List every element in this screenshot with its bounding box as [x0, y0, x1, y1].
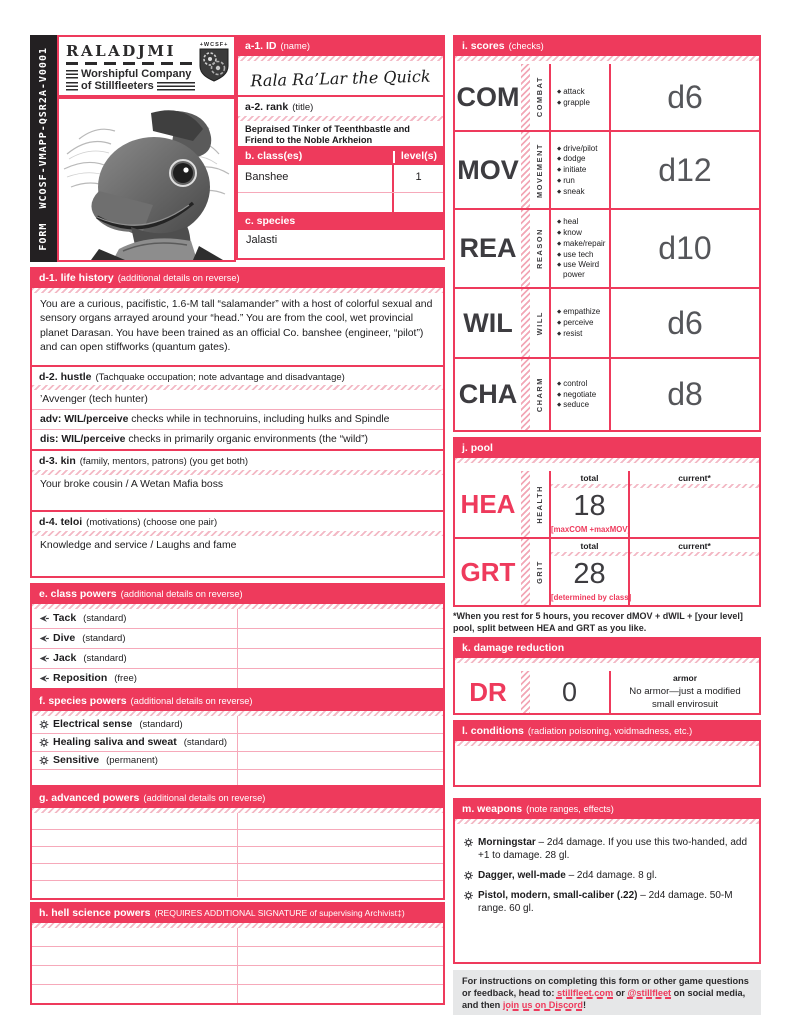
gear-icon — [464, 891, 473, 900]
pool-label: HEALTH — [535, 484, 544, 524]
score-die-field[interactable]: d6 — [667, 304, 703, 341]
gear-icon — [464, 871, 473, 880]
section-header: m. weapons — [462, 803, 523, 815]
power-notes-field[interactable] — [238, 966, 444, 984]
left-column — [30, 35, 445, 1013]
section-header: g. advanced powers — [39, 792, 140, 804]
score-die-field[interactable]: d12 — [658, 151, 712, 188]
pool-row — [455, 537, 759, 605]
power-name-field[interactable] — [32, 847, 238, 863]
kin-field[interactable]: Your broke cousin / A Wetan Mafia boss — [40, 478, 224, 490]
section-d3-kin: d-3. kin (family, mentors, patrons) (you get both) Your broke cousin / A Wetan Mafia boss — [32, 449, 443, 510]
power-notes-field[interactable] — [238, 752, 444, 769]
power-notes-field[interactable] — [238, 985, 444, 1003]
score-abbr: MOV — [457, 154, 519, 185]
total-label: total — [580, 541, 599, 551]
power-notes-field[interactable] — [238, 629, 444, 648]
armor-label: armor — [672, 673, 698, 683]
score-die-field[interactable]: d10 — [658, 230, 712, 266]
power-name: Tack — [53, 612, 77, 625]
hatch — [455, 658, 759, 663]
power-name-field[interactable] — [32, 881, 238, 897]
power-notes-field[interactable] — [238, 947, 444, 965]
section-j-pool — [453, 437, 761, 607]
check-item: ◆ run — [557, 176, 607, 186]
section-h-hell-science-powers: h. hell science powers (REQUIRES ADDITIONAL SIGNATURE of supervising Archivist‡) — [30, 902, 445, 1005]
gear-icon — [464, 838, 473, 847]
score-abbr: REA — [459, 233, 517, 263]
section-k-damage-reduction — [453, 637, 761, 715]
stripe-decoration — [66, 70, 78, 79]
section-header: j. pool — [462, 442, 493, 454]
weapon-item: Morningstar – 2d4 damage. If you use this two-handed, add +1 to damage. 28 gl. — [464, 836, 750, 862]
dart-icon — [39, 614, 49, 623]
power-notes-field[interactable] — [238, 716, 444, 733]
section-header: d-3. kin — [39, 455, 76, 468]
life-history-field[interactable]: You are a curious, pacifistic, 1.6-M tall “salamander” with a host of colorful sexual and sensory organs arrayed around your “head.” You are from the cool, wet provincial planet Darasan. You have been trained as an official Co. banshee (engineer, “pilot”) and can open stiffworks (quantum gates). — [40, 298, 433, 354]
conditions-field[interactable] — [455, 746, 759, 779]
power-notes-field[interactable] — [238, 928, 444, 946]
score-label: REASON — [535, 228, 544, 269]
score-row — [455, 64, 759, 130]
pool-formula: [maxCOM +maxMOV] — [551, 525, 631, 534]
current-label: current* — [678, 473, 711, 483]
hustle-advantage[interactable]: adv: WIL/perceive checks while in technoruins, including hulks and Spindle — [32, 409, 443, 429]
check-item: ◆ use Weird power — [557, 260, 607, 280]
discord-link[interactable]: join us on Discord — [502, 999, 583, 1010]
score-abbr: CHA — [458, 379, 518, 409]
power-name-field[interactable] — [32, 864, 238, 880]
section-header: i. scores — [462, 40, 505, 52]
check-item: ◆ dodge — [557, 154, 607, 164]
stillfleet-site-link[interactable]: stillfleet.com — [556, 987, 614, 998]
power-name: Electrical sense — [53, 718, 133, 731]
power-notes-field[interactable] — [238, 881, 444, 897]
score-row — [455, 130, 759, 208]
gear-icon — [39, 738, 49, 747]
form-number-strip — [30, 35, 57, 262]
org-line-1: Worshipful Company — [81, 68, 192, 80]
power-name: Jack — [53, 652, 77, 665]
check-item: ◆ resist — [557, 329, 607, 339]
section-header: h. hell science powers — [39, 907, 151, 919]
gear-icon — [39, 720, 49, 729]
section-f-species-powers: f. species powers (additional details on reverse) Electrical sense (standard) Healing saliva and sweat (standard) Sensitive (permanent) — [30, 690, 445, 787]
hatch-divider — [521, 671, 530, 713]
hatch-divider — [521, 132, 530, 208]
section-header: f. species powers — [39, 695, 127, 707]
check-item: ◆ seduce — [557, 400, 607, 410]
check-item: ◆ drive/pilot — [557, 144, 607, 154]
footer-instructions: For instructions on completing this form or other game questions or feedback, head to: stillfleet.com or @stillfleet on social media, and then join us on Discord! — [453, 970, 761, 1015]
class-name-field[interactable] — [238, 193, 394, 214]
power-notes-field[interactable] — [238, 864, 444, 880]
power-name-field[interactable] — [32, 966, 238, 984]
rank-field[interactable]: Bepraised Tinker of Teenthbastle and Friend to the Noble Arkheion — [245, 123, 410, 146]
score-row — [455, 208, 759, 287]
form-number: FORM WCOSF-VMAPP-QSR2A-V0001 — [38, 46, 49, 251]
score-abbr: COM — [456, 81, 520, 112]
armor-field[interactable]: No armor—just a modified small envirosuit — [629, 686, 741, 710]
dart-icon — [39, 634, 49, 643]
logo-dashes — [66, 62, 195, 65]
hustle-field[interactable]: ’Avvenger (tech hunter) — [40, 394, 148, 406]
score-label: COMBAT — [535, 76, 544, 118]
power-name: Healing saliva and sweat — [53, 736, 177, 749]
portrait-illustration — [59, 99, 234, 260]
hatch-divider — [521, 64, 530, 130]
section-d2-hustle: d-2. hustle (Tachquake occupation; note advantage and disadvantage) ’Avvenger (tech hunter) adv: WIL/perceive checks while in technoruins, including hulks and Spindle dis: WIL/perceive checks in primarily organic environments (the “wild”) — [32, 365, 443, 450]
check-item: ◆ know — [557, 228, 607, 238]
section-a1-id: a-1. ID (name) Rala Ra’Lar the Quick — [236, 35, 445, 97]
power-notes-field[interactable] — [238, 734, 444, 751]
power-name: Reposition — [53, 672, 108, 685]
check-item: ◆ heal — [557, 217, 607, 227]
section-m-weapons: m. weapons (note ranges, effects) Morningstar – 2d4 damage. If you use this two-handed, add +1 to damage. 28 gl. Dagger, well-made – 2d4 damage. 8 gl. Pistol, modern, small-caliber (.22) – 2d4 damage. 50-M range. 60 gl. — [453, 798, 761, 964]
section-l-conditions: l. conditions (radiation poisoning, voidmadness, etc.) — [453, 720, 761, 787]
score-checks — [549, 359, 611, 430]
check-item: ◆ sneak — [557, 187, 607, 197]
logo-title: RALADJMI — [66, 42, 177, 60]
check-item: ◆ grapple — [557, 98, 607, 108]
logo — [57, 35, 236, 97]
section-header: d-2. hustle — [39, 370, 92, 383]
power-name-field[interactable] — [32, 813, 238, 829]
hatch — [455, 458, 759, 463]
dr-value-field[interactable]: 0 — [561, 676, 578, 707]
level-header: level(s) — [393, 151, 443, 163]
class-row — [238, 165, 443, 192]
hatch — [455, 56, 759, 61]
power-notes-field[interactable] — [238, 669, 444, 688]
pool-footnote: *When you rest for 5 hours, you recover dMOV + dWIL + [your level] pool, split between HEA and GRT as you like. — [453, 611, 743, 633]
score-checks — [549, 132, 611, 208]
score-die-field[interactable]: d8 — [667, 376, 703, 412]
power-notes-field[interactable] — [238, 609, 444, 628]
check-item: ◆ negotiate — [557, 390, 607, 400]
check-item: ◆ perceive — [557, 318, 607, 328]
power-notes-field[interactable] — [238, 830, 444, 846]
section-d4-teloi: d-4. teloi (motivations) (choose one pair) Knowledge and service / Laughs and fame — [32, 510, 443, 555]
power-name-field[interactable] — [32, 947, 238, 965]
power-notes-field[interactable] — [238, 813, 444, 829]
score-label: CHARM — [535, 376, 544, 413]
check-item: ◆ initiate — [557, 165, 607, 175]
gear-icon — [39, 756, 49, 765]
score-row — [455, 287, 759, 357]
score-checks — [549, 210, 611, 287]
pool-current-field[interactable] — [630, 556, 759, 605]
power-name-field[interactable] — [32, 770, 238, 785]
power-name-field[interactable] — [32, 830, 238, 846]
section-c-species — [236, 212, 445, 260]
check-item: ◆ control — [557, 379, 607, 389]
current-label: current* — [678, 541, 711, 551]
pool-abbr: HEA — [460, 488, 516, 519]
hatch-divider — [521, 539, 530, 605]
section-header: d-1. life history — [39, 272, 114, 284]
section-header: a-1. ID — [245, 40, 277, 52]
pool-formula: [determined by class] — [551, 593, 632, 602]
pool-total-field[interactable]: 28 — [573, 558, 606, 590]
stillfleet-social-link[interactable]: @stillfleet — [627, 987, 672, 998]
score-label: MOVEMENT — [535, 142, 544, 198]
power-name: Dive — [53, 632, 76, 645]
section-e-class-powers: e. class powers (additional details on reverse) Tack (standard) Dive (standard) Jack (standard) Reposition (free) — [30, 583, 445, 690]
section-d-details: d-1. life history (additional details on reverse) You are a curious, pacifistic, 1.6-M tall “salamander” with a host of colorful sexual and sensory organs arrayed around your “head.” You are from the cool, wet provincial planet Darasan. You have been trained as an official Co. banshee (engineer, “pilot”) and can open stiffworks (quantum gates). d-2. hustle (Tachquake occupation; note advantage and disadvantage) ’Avvenger (tech hunter) adv: WIL/perceive checks while in technoruins, including hulks and Spindle dis: WIL/perceive checks in primarily organic environments (the “wild”) d-3. kin (family, mentors, patrons) (you get both) Your broke cousin / A Wetan Mafia boss d-4. teloi (motivations) (choose one pair) Knowledge and service / Laughs and fame — [30, 267, 445, 578]
right-column — [453, 35, 761, 1017]
hatch-divider — [521, 359, 530, 430]
pool-current-field[interactable] — [630, 488, 759, 537]
class-level-field[interactable] — [394, 193, 443, 214]
power-name: Sensitive — [53, 754, 100, 767]
armor-cell — [609, 671, 759, 713]
section-g-advanced-powers: g. advanced powers (additional details on reverse) — [30, 787, 445, 900]
footer-text: For instructions on completing this form or other game questions or feedback, head to: — [462, 976, 749, 998]
score-die-field[interactable]: d6 — [667, 78, 703, 115]
score-abbr: WIL — [463, 307, 513, 338]
portrait-box — [57, 97, 236, 262]
pool-abbr: GRT — [460, 556, 516, 587]
pool-total-field[interactable]: 18 — [573, 490, 606, 522]
section-header: b. class(es) — [245, 150, 303, 162]
stripe-decoration — [66, 82, 78, 91]
power-name-field[interactable] — [32, 928, 238, 946]
section-header: d-4. teloi — [39, 516, 83, 529]
check-item: ◆ attack — [557, 87, 607, 97]
pool-row — [455, 471, 759, 537]
crest-caption: +WCSF+ — [199, 42, 229, 48]
power-notes-field[interactable] — [238, 847, 444, 863]
class-name-field[interactable]: Banshee — [238, 165, 394, 192]
weapon-item: Dagger, well-made – 2d4 damage. 8 gl. — [464, 869, 750, 882]
weapons-list-field[interactable] — [455, 824, 759, 920]
class-level-field[interactable]: 1 — [415, 170, 422, 183]
check-item: ◆ make/repair — [557, 239, 607, 249]
section-header: c. species — [245, 215, 296, 227]
hatch-divider — [521, 289, 530, 357]
check-item: ◆ use tech — [557, 250, 607, 260]
section-header: l. conditions — [462, 725, 524, 737]
check-item: ◆ empathize — [557, 307, 607, 317]
class-row — [238, 192, 443, 214]
pool-label: GRIT — [535, 560, 544, 584]
power-name-field[interactable] — [32, 985, 238, 1003]
hustle-disadvantage[interactable]: dis: WIL/perceive checks in primarily organic environments (the “wild”) — [32, 429, 443, 449]
section-b-classes — [236, 146, 445, 214]
hatch-divider — [521, 471, 530, 537]
section-a2-rank: a-2. rank (title) Bepraised Tinker of Teenthbastle and Friend to the Noble Arkheion — [236, 95, 445, 148]
power-notes-field[interactable] — [238, 649, 444, 668]
section-header: e. class powers — [39, 588, 117, 600]
total-label: total — [580, 473, 599, 483]
score-checks — [549, 289, 611, 357]
org-line-2: of Stillfleeters — [81, 80, 154, 92]
stripe-decoration — [157, 82, 195, 91]
weapon-item: Pistol, modern, small-caliber (.22) – 2d4 damage. 50-M range. 60 gl. — [464, 889, 750, 915]
dart-icon — [39, 654, 49, 663]
section-header: k. damage reduction — [462, 642, 565, 654]
hatch-divider — [521, 210, 530, 287]
teloi-field[interactable]: Knowledge and service / Laughs and fame — [40, 539, 237, 551]
name-field[interactable]: Rala Ra’Lar the Quick — [250, 65, 431, 90]
score-checks — [549, 64, 611, 130]
section-header: a-2. rank — [245, 101, 289, 113]
dart-icon — [39, 674, 49, 683]
dr-abbr: DR — [469, 676, 507, 707]
score-label: WILL — [535, 310, 544, 336]
section-i-scores: i. scores (checks) COM COMBAT ◆ attack ◆ grapple d6 MOV MOVEMENT ◆ drive/pilot ◆ dodge ◆ initiate ◆ run ◆ sneak d12 REA REASON ◆ heal ◆ know ◆ make/repair ◆ use tech ◆ use Weird power d10 WIL WILL ◆ empathize ◆ perceive ◆ resist d6 CHA CHARM ◆ control ◆ negotiate ◆ seduce d8 — [453, 35, 761, 432]
crest — [199, 42, 229, 91]
power-notes-field[interactable] — [238, 770, 444, 785]
score-row — [455, 357, 759, 430]
id-stack — [236, 35, 445, 260]
species-field[interactable]: Jalasti — [246, 233, 278, 246]
shield-icon — [199, 48, 229, 82]
